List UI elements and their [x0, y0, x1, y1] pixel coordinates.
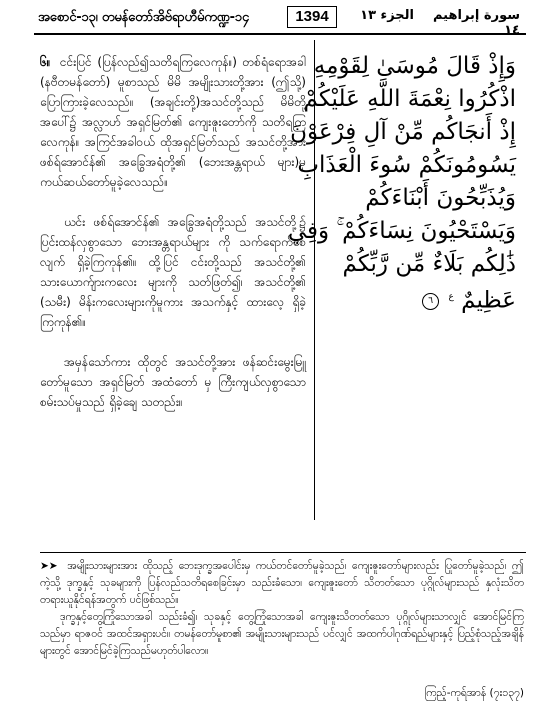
arabic-line: عَظِيمٌ	[461, 287, 516, 314]
arabic-line: يَسُومُونَكُمْ سُوءَ الْعَذَابِ	[297, 152, 516, 178]
arabic-verse	[287, 50, 516, 318]
juz-label: الجزء ١٣	[360, 8, 414, 23]
footnote-marker: ➤➤	[40, 560, 58, 572]
arabic-line: وَيُذَبِّحُونَ أَبْنَاءَكُمْ	[365, 185, 516, 211]
footnote	[40, 558, 524, 660]
verse-number: ၆။	[40, 55, 51, 69]
translation-paragraph	[40, 212, 306, 332]
arabic-line: اذْكُرُوا نِعْمَةَ اللَّهِ عَلَيْكُمْ	[303, 86, 516, 112]
footnote-paragraph	[40, 609, 524, 660]
translation-text: ငင်းပြင် (ပြန်လည်၍သတိရကြလေကုန်။) တစ်ရံရောအခါ (နဗီတမန်တော်) မူစာသည် မိမိ အမျိုးသားတို့အား (ဤသို့) ပြောကြားခဲ့လေသည်။ (အချင်းတို့)အသင်တို့သည် မိမိတို့အပေါ်၌ အလ္လာဟ် အရှင်မြတ်၏ ကျေးဇူးတော်ကို သတိရကြလေကုန်။ အကြင်အခါဝယ် ထိုအရှင်မြတ်သည် အသင်တို့အား ဖစ်ရ်အောင်န်၏ အခြွေအရံတို့၏ (ဘေးအန္တရာယ် များ)မှ ကယ်ဆယ်တော်မူခဲ့လေသည်။	[40, 55, 306, 189]
ruku-mark: ع	[448, 292, 454, 302]
translation-text: အမှန်သော်ကား ထိုတွင် အသင်တို့အား ဖန်ဆင်းမွေးမြူတော်မူသော အရှင်မြတ် အထံတော် မှ ကြီးကျယ်လှစွာသော စမ်းသပ်မှုသည် ရှိခဲ့ချေ သတည်း။	[40, 355, 306, 409]
translation-paragraph	[40, 352, 306, 412]
footnote-text: အမျိုးသားများအား ထိုသည့် ဘေးဒုက္ခအပေါင်းမှ ကယ်တင်တော်မူခဲ့သည်၊ ကျေးဇူးတော်များလည်း ပြုတော်မူခဲ့သည်၊ ဤကဲ့သို့ ဒုက္ခနှင့် သုခများကို ပြန်လည်သတိရစေခြင်းမှာ သည်းခံသော၊ ကျေးဇူးတော် သိတတ်သော ပုဂ္ဂိုလ်များသည် နှလုံးသိတ တရားယူနိုင်ရန်အတွက် ပင်ဖြစ်သည်။	[40, 560, 524, 606]
footnote-paragraph	[40, 558, 524, 609]
translation-text: ယင်း ဖစ်ရ်အောင်န်၏ အခြွေအရံတို့သည် အသင်တို့၌ ပြင်းထန်လှစွာသော ဘေးအန္တရာယ်များ ကို သက်ရောက်စေလျက် ရှိခဲ့ကြကုန်၏။ ထို့ပြင် ငင်းတို့သည် အသင်တို့၏ သားယောက်ျားကလေး များကို သတ်ဖြတ်၍၊ အသင်တို့၏ (သမီး) မိန်းကလေးများကိုမူကား အသက်နှင့် ထားလေ့ ရှိခဲ့ကြကုန်၏။	[40, 215, 306, 329]
page-number: 1394	[287, 6, 337, 28]
surah-label: سورة إبراهيم ١٤	[432, 8, 520, 38]
arabic-line: وَإِذْ قَالَ مُوسَىٰ لِقَوْمِهِ	[313, 53, 516, 79]
arabic-line: ذَٰلِكُم بَلَاءٌ مِّن رَّبِّكُمْ	[342, 251, 516, 277]
footnote-text: ဒုက္ခနှင့်တွေ့ကြုံသောအခါ သည်းခံ၍၊ သုခနှင့် တွေ့ကြုံသောအခါ ကျေးဇူးသိတတ်သော ပုဂ္ဂိုလ်များသာလျှင် အောင်မြင်ကြသည်မှာ ရာဇဝင် အထင်အရှားပင်။ တမန်တော်မူစာ၏ အမျိုးသားများသည် ပင်လျှင် အထက်ပါဂုဏ်ရည်များနှင့် ပြည့်စုံသည့်အချိန်များတွင် အောင်မြင်ခဲ့ကြသည်မဟုတ်ပါလော။	[40, 611, 524, 657]
footnote-rule	[40, 552, 526, 553]
arabic-line: وَيَسْتَحْيُونَ نِسَاءَكُمْ ۚ وَفِي	[287, 218, 516, 244]
chapter-heading: အစောင်-၁၃၊ တမန်တော်အိဗ်ရာဟီမ်ကဏ္ဍ-၁၄	[38, 10, 250, 25]
header-rule	[34, 33, 526, 35]
translation-paragraph	[40, 52, 306, 192]
footnote-source: ကြည့်-ကုရ်အာန် (၇း၁၃၇)	[424, 687, 524, 699]
arabic-last-line	[320, 281, 516, 318]
page-header	[0, 0, 540, 38]
burmese-translation	[40, 52, 306, 432]
arabic-line: إِذْ أَنجَاكُم مِّنْ آلِ فِرْعَوْنَ	[290, 119, 516, 145]
ayah-number-marker: ٦	[422, 293, 439, 310]
